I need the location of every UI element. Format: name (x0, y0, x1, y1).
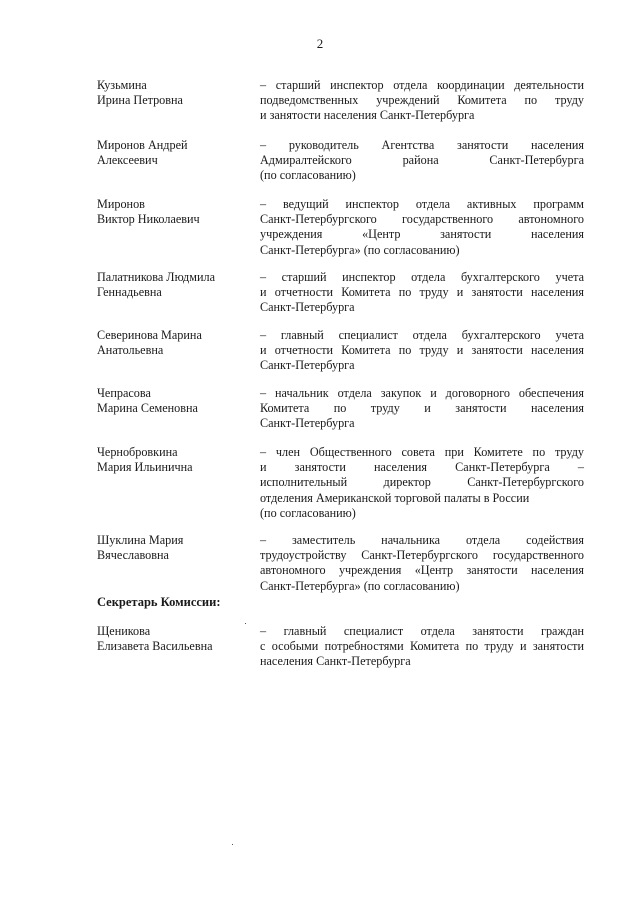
member-role (260, 78, 584, 124)
member-name-line: Кузьмина (97, 78, 147, 92)
member-role-line: Санкт-Петербургского государственного автономного (260, 212, 584, 227)
member-role (260, 270, 584, 316)
member-role-line: – заместитель начальника отдела содействия (260, 533, 584, 547)
member-name-line: Алексеевич (97, 153, 158, 168)
member-role (260, 445, 584, 521)
member-role (260, 386, 584, 432)
member-role-line: Санкт-Петербурга (260, 300, 355, 315)
member-role-line: Санкт-Петербурга (260, 358, 355, 373)
member-name-line: Марина Семеновна (97, 401, 198, 416)
member-name-line: Палатникова Людмила (97, 270, 215, 284)
member-role-line: и занятости населения Санкт-Петербурга – (260, 460, 584, 475)
member-role-line: и занятости населения Санкт-Петербурга (260, 108, 475, 123)
member-role-line: – начальник отдела закупок и договорного обеспечения (260, 386, 584, 400)
member-role-line: (по согласованию) (260, 168, 356, 183)
secretary-name-line: Щеникова (97, 624, 151, 638)
member-role-line: исполнительный директор Санкт-Петербургского (260, 475, 584, 490)
member-name-line: Шуклина Мария (97, 533, 184, 547)
page-number: 2 (316, 36, 324, 51)
member-name (97, 445, 247, 475)
member-name-line: Виктор Николаевич (97, 212, 200, 227)
member-name-line: Миронов (97, 197, 145, 211)
member-name (97, 328, 247, 358)
member-name (97, 197, 247, 227)
member-name-line: Чепрасова (97, 386, 151, 400)
member-role-line: Санкт-Петербурга» (по согласованию) (260, 578, 460, 593)
member-role-line: отделения Американской торговой палаты в России (260, 490, 530, 505)
member-role-line: – руководитель Агентства занятости населения (260, 138, 584, 152)
member-name-line: Миронов Андрей (97, 138, 188, 152)
member-name-line: Геннадьевна (97, 285, 162, 300)
member-role-line: – главный специалист отдела бухгалтерского учета (260, 328, 584, 342)
member-name (97, 533, 247, 563)
secretary-heading: Секретарь Комиссии: (97, 595, 221, 609)
member-name (97, 78, 247, 108)
member-name-line: Ирина Петровна (97, 93, 183, 108)
member-role-line: подведомственных учреждений Комитета по труду (260, 93, 584, 108)
member-role (260, 328, 584, 374)
member-role-line: – старший инспектор отдела бухгалтерского учета (260, 270, 584, 284)
member-name-line: Мария Ильинична (97, 460, 193, 475)
secretary-role-line: – главный специалист отдела занятости граждан (260, 624, 584, 638)
member-role-line: Санкт-Петербурга» (по согласованию) (260, 242, 460, 257)
member-role-line: – ведущий инспектор отдела активных программ (260, 197, 584, 211)
member-name (97, 270, 247, 300)
member-role-line: Адмиралтейского района Санкт-Петербурга (260, 153, 584, 168)
secretary-role (260, 624, 584, 670)
member-role (260, 197, 584, 258)
member-name-line: Северинова Марина (97, 328, 202, 342)
scan-speck (245, 623, 246, 624)
member-role-line: – старший инспектор отдела координации деятельности (260, 78, 584, 92)
member-name-line: Анатольевна (97, 343, 164, 358)
member-role-line: и отчетности Комитета по труду и занятости населения (260, 285, 584, 300)
member-role-line: – член Общественного совета при Комитете по труду (260, 445, 584, 459)
member-role-line: учреждения «Центр занятости населения (260, 227, 584, 242)
member-role (260, 138, 584, 184)
member-role-line: (по согласованию) (260, 505, 356, 520)
secretary-role-line: населения Санкт-Петербурга (260, 654, 411, 669)
member-name-line: Чернобровкина (97, 445, 178, 459)
secretary-name (97, 624, 247, 654)
secretary-name-line: Елизавета Васильевна (97, 639, 213, 654)
scan-speck (232, 844, 233, 845)
member-name (97, 138, 247, 168)
member-role-line: и отчетности Комитета по труду и занятости населения (260, 343, 584, 358)
member-role-line: трудоустройству Санкт-Петербургского государственного (260, 548, 584, 563)
secretary-role-line: с особыми потребностями Комитета по труду и занятости (260, 639, 584, 654)
member-role-line: Комитета по труду и занятости населения (260, 401, 584, 416)
member-role-line: автономного учреждения «Центр занятости населения (260, 563, 584, 578)
member-role-line: Санкт-Петербурга (260, 416, 355, 431)
member-name (97, 386, 247, 416)
member-name-line: Вячеславовна (97, 548, 169, 563)
member-role (260, 533, 584, 594)
